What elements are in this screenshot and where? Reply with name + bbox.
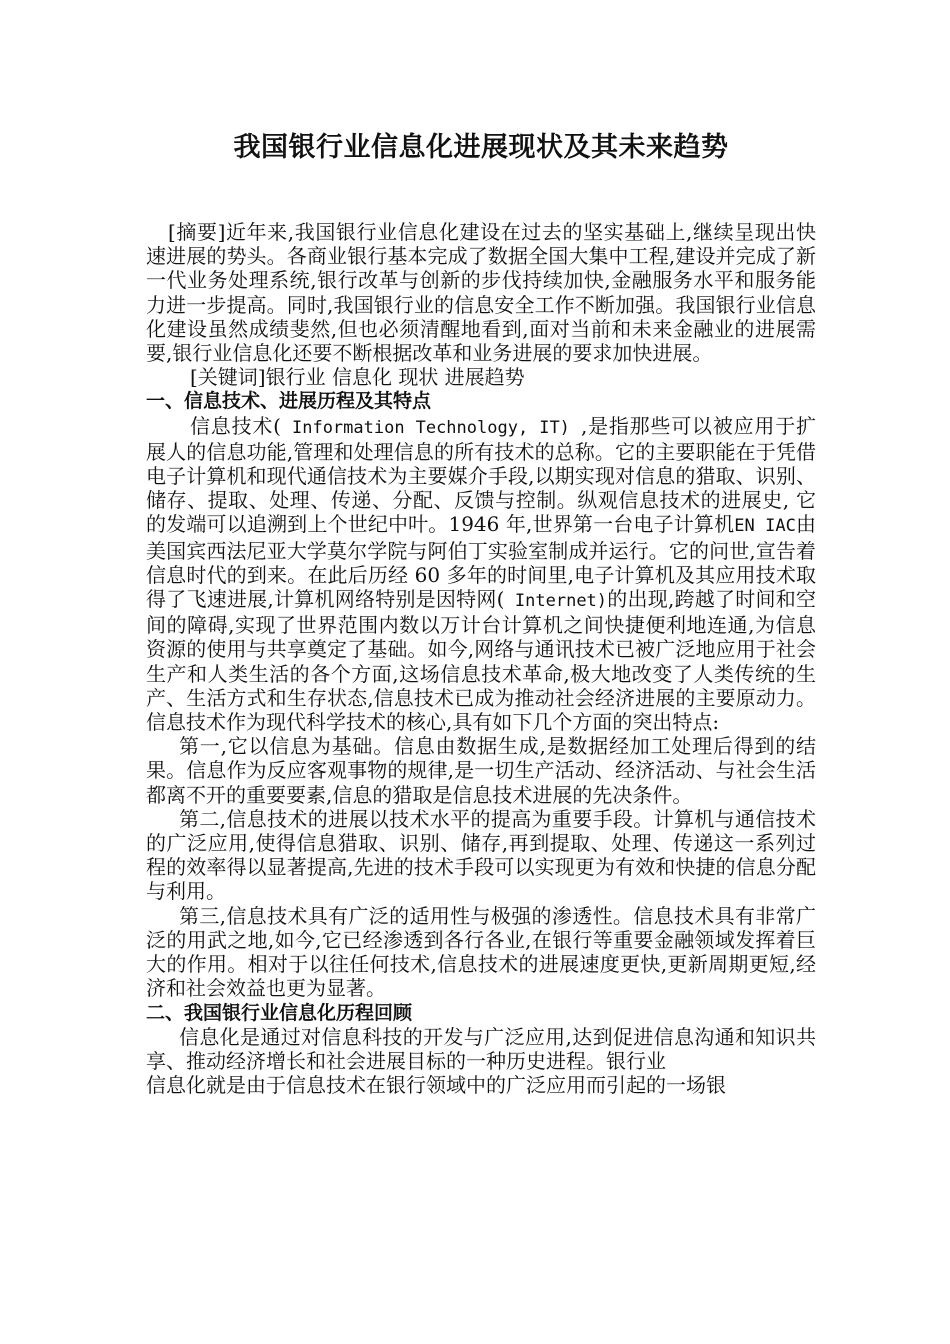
section-1-intro-paragraph <box>146 414 816 735</box>
point-3-paragraph: 第三,信息技术具有广泛的适用性与极强的渗透性。信息技术具有非常广泛的用武之地,如今,它已经渗透到各行各业,在银行等重要金融领域发挥着巨大的作用。相对于以往任何技术,信息技术的进展速度更快,更新周期更短,经济和社会效益也更为显著。 <box>146 903 816 1001</box>
abstract-paragraph: [摘要]近年来,我国银行业信息化建设在过去的坚实基础上,继续呈现出快速进展的势头。各商业银行基本完成了数据全国大集中工程,建设并完成了新一代业务处理系统,银行改革与创新的步伐持续加快,金融服务水平和服务能力进一步提高。同时,我国银行业的信息安全工作不断加强。我国银行业信息化建设虽然成绩斐然,但也必须清醒地看到,面对当前和未来金融业的进展需要,银行业信息化还要不断根据改革和业务进展的要求加快进展。 <box>146 220 816 366</box>
intro-text-4: 的出现,跨越了时间和空间的障碍,实现了世界范围内数以万计台计算机之间快捷便利地连通,为信息资源的使用与共享奠定了基础。如今,网络与通讯技术已被广泛地应用于社会生产和人类生活的各个方面,这场信息技术革命,极大地改变了人类传统的生产、生活方式和生存状态,信息技术已成为推动社会经济进展的主要原动力。信息技术作为现代科学技术的核心,具有如下几个方面的突出特点: <box>146 587 816 735</box>
section-2-paragraph-part-1: 信息化是通过对信息科技的开发与广泛应用,达到促进信息沟通和知识共享、推动经济增长和社会进展目标的一种历史进程。银行业 <box>146 1024 816 1073</box>
section-2-paragraph-part-2: 信息化就是由于信息技术在银行领域中的广泛应用而引起的一场银 <box>146 1073 726 1098</box>
intro-text-3: 由美国宾西法尼亚大学莫尔学院与阿伯丁实验室制成并运行。它的问世,宣告着信息时代的到来。在此后历经 60 多年的时间里,电子计算机及其应用技术取得了飞速进展,计算机网络特别是因特网( <box>146 512 816 612</box>
intro-text-1: 信息技术( <box>190 413 281 438</box>
section-1-heading: 一、信息技术、进展历程及其特点 <box>146 390 432 413</box>
document-title: 我国银行业信息化进展现状及其未来趋势 <box>233 132 729 163</box>
term-internet: Internet) <box>504 591 608 612</box>
point-2-paragraph: 第二,信息技术的进展以技术水平的提高为重要手段。计算机与通信技术的广泛应用,使得信息猎取、识别、储存,再到提取、处理、传递这一系列过程的效率得以显著提高,先进的技术手段可以实现更为有效和快捷的信息分配与利用。 <box>146 806 816 904</box>
keywords-line: [关键词]银行业 信息化 现状 进展趋势 <box>190 365 525 390</box>
intro-text-2: ,是指那些可以被应用于扩展人的信息功能,管理和处理信息的所有技术的总称。它的主要职能在于凭借电子计算机和现代通信技术为主要媒介手段,以期实现对信息的猎取、识别、储存、提取、处理、传递、分配、反馈与控制。纵观信息技术的进展史, 它的发端可以追溯到上个世纪中叶。1946 年,世界第一台电子计算机 <box>146 413 817 537</box>
term-eniac: EN IAC <box>734 516 796 537</box>
document-page <box>146 128 816 1097</box>
point-1-paragraph: 第一,它以信息为基础。信息由数据生成,是数据经加工处理后得到的结果。信息作为反应客观事物的规律,是一切生产活动、经济活动、与社会生活都离不开的重要要素,信息的猎取是信息技术进展的先决条件。 <box>146 734 816 807</box>
term-information-technology: Information Technology, IT) <box>280 417 581 438</box>
section-2-heading: 二、我国银行业信息化历程回顾 <box>146 1001 413 1024</box>
